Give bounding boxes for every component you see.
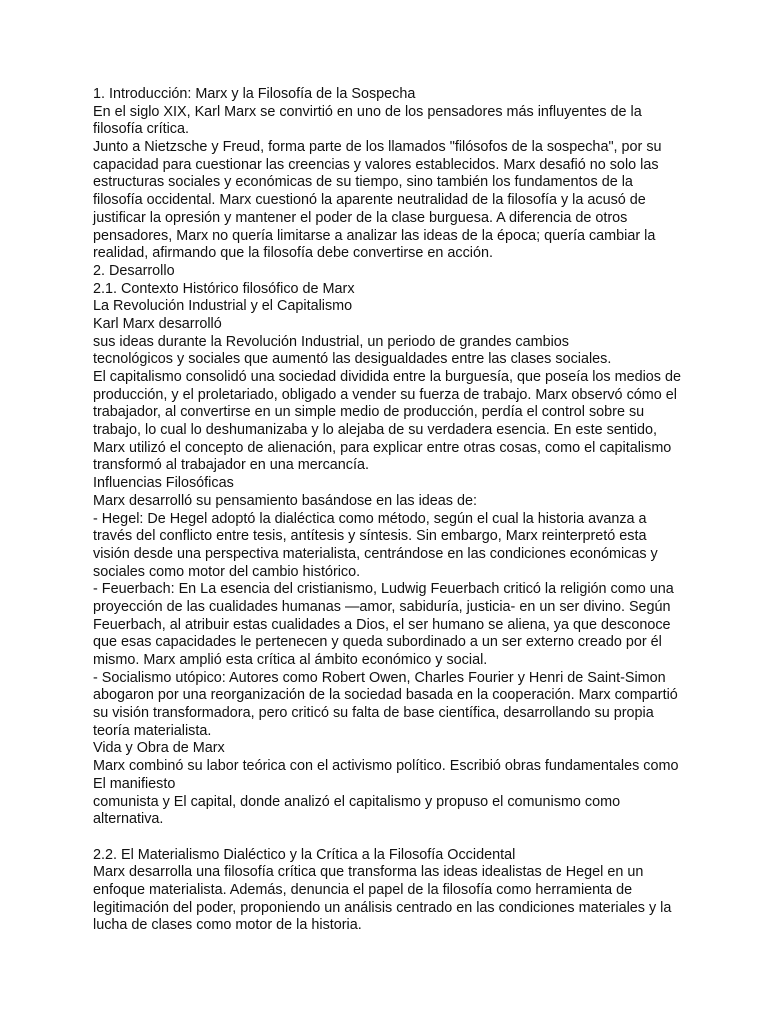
text-line: mismo. Marx amplió esta crítica al ámbito económico y social. [93,652,488,668]
text-line: 1. Introducción: Marx y la Filosofía de la Sospecha [93,86,416,102]
text-line: En el siglo XIX, Karl Marx se convirtió en uno de los pensadores más influyentes de la [93,103,642,120]
blank-line [93,829,693,847]
text-line: visión desde una perspectiva materialista, centrándose en las condiciones económicas y [93,545,658,562]
text-line: través del conflicto entre tesis, antítesis y síntesis. Sin embargo, Marx reinterpretó esta [93,528,647,545]
text-line: alternativa. [93,811,164,828]
text-line: - Feuerbach: En La esencia del cristianismo, Ludwig Feuerbach criticó la religión como una [93,581,674,598]
text-line: comunista y El capital, donde analizó el capitalismo y propuso el comunismo como [93,793,621,810]
text-line: Vida y Obra de Marx [93,740,225,757]
text-line: su visión transformadora, pero criticó su falta de base científica, desarrollando su propia [93,705,654,722]
text-line: estructuras sociales y económicas de su tiempo, sino también los fundamentos de la [93,174,633,191]
text-line: - Hegel: De Hegel adoptó la dialéctica como método, según el cual la historia avanza a [93,510,647,527]
text-line: Feuerbach, al atribuir estas cualidades a Dios, el ser humano se aliena, ya que desconoce [93,616,671,633]
text-line: que esas capacidades le pertenecen y queda subordinado a un ser externo creado por él [93,634,662,651]
text-line: proyección de las cualidades humanas —amor, sabiduría, justicia- en un ser divino. Según [93,598,671,615]
text-line: abogaron por una reorganización de la sociedad basada en la cooperación. Marx compartió [93,687,678,704]
text-line: pensadores, Marx no quería limitarse a analizar las ideas de la época; quería cambiar la [93,227,656,244]
text-line: 2.2. El Materialismo Dialéctico y la Crítica a la Filosofía Occidental [93,846,516,863]
text-line: La Revolución Industrial y el Capitalismo [93,298,353,315]
text-line: lucha de clases como motor de la historia. [93,917,362,934]
text-line: sus ideas durante la Revolución Industrial, un periodo de grandes cambios [93,333,569,350]
text-line: 2. Desarrollo [93,262,175,279]
text-line: El manifiesto [93,775,176,792]
text-line: - Socialismo utópico: Autores como Robert Owen, Charles Fourier y Henri de Saint-Simon [93,669,666,686]
text-line: tecnológicos y sociales que aumentó las desigualdades entre las clases sociales. [93,351,612,368]
text-line: Influencias Filosóficas [93,475,234,492]
text-line: teoría materialista. [93,722,212,739]
text-line: filosofía crítica. [93,121,189,138]
text-line: transformó al trabajador en una mercancía. [93,457,369,474]
text-line: legitimación del poder, proponiendo un análisis centrado en las condiciones materiales y la [93,899,672,916]
text-line: capacidad para cuestionar las creencias y valores establecidos. Marx desafió no solo las [93,156,659,173]
text-line: filosofía occidental. Marx cuestionó la aparente neutralidad de la filosofía y la acusó de [93,192,646,209]
text-line: realidad, afirmando que la filosofía debe convertirse en acción. [93,245,493,262]
text-line: Marx desarrolla una filosofía crítica que transforma las ideas idealistas de Hegel en un [93,864,644,881]
text-line: producción, y el proletariado, obligado a vender su fuerza de trabajo. Marx observó cómo el [93,386,677,403]
text-line: trabajo, lo cual lo deshumanizaba y lo alejaba de su verdadera esencia. En este sentido, [93,422,657,439]
document-page [93,86,693,935]
text-line: enfoque materialista. Además, denuncia el papel de la filosofía como herramienta de [93,881,633,898]
text-line: Marx utilizó el concepto de alienación, para explicar entre otras cosas, como el capitalismo [93,439,672,456]
text-line: 2.1. Contexto Histórico filosófico de Marx [93,280,355,297]
text-line: trabajador, al convertirse en un simple medio de producción, perdía el control sobre su [93,404,645,421]
text-line: Marx desarrolló su pensamiento basándose en las ideas de: [93,492,477,509]
text-line: Junto a Nietzsche y Freud, forma parte de los llamados "filósofos de la sospecha", por su [93,139,662,156]
text-line: El capitalismo consolidó una sociedad dividida entre la burguesía, que poseía los medios de [93,369,681,385]
text-line: Karl Marx desarrolló [93,315,222,332]
text-line: justificar la opresión y mantener el poder de la clase burguesa. A diferencia de otros [93,209,628,226]
text-line: Marx combinó su labor teórica con el activismo político. Escribió obras fundamentales como [93,758,679,775]
text-line: sociales como motor del cambio histórico. [93,563,361,580]
